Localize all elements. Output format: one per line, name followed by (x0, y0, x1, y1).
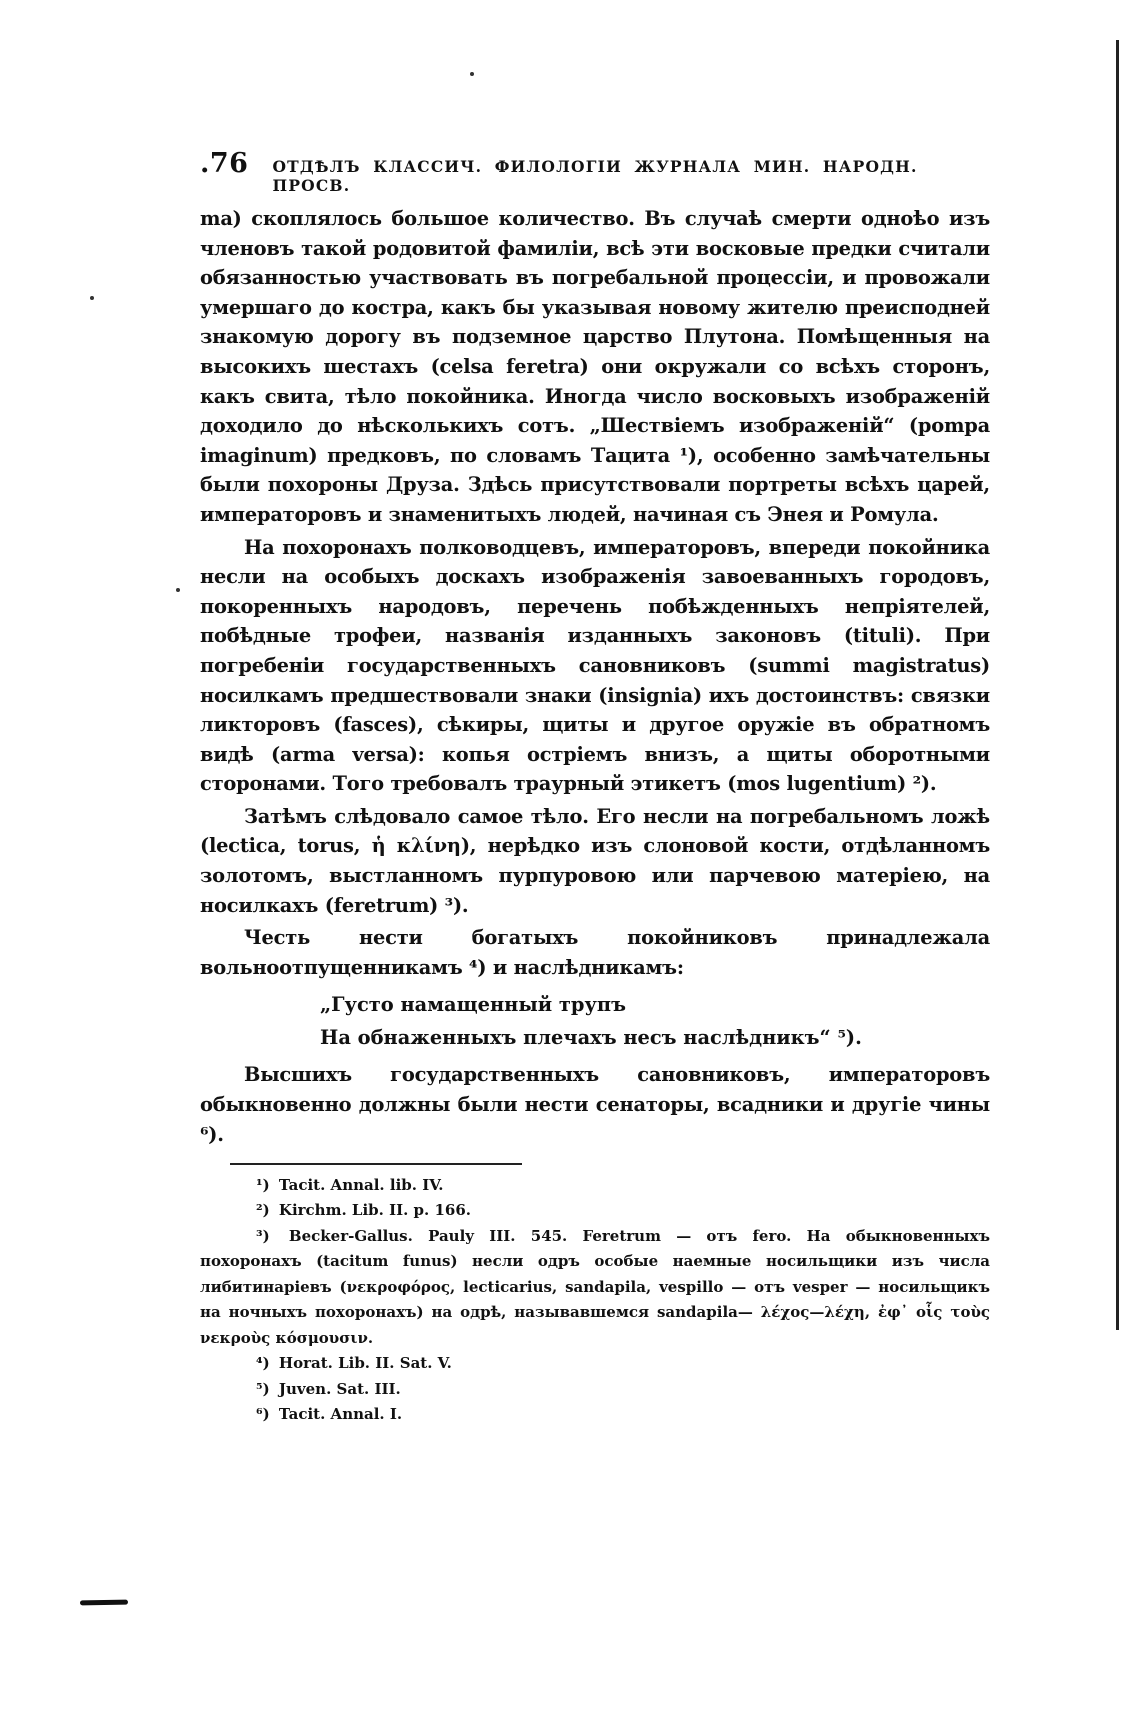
footnote (256, 1377, 990, 1403)
footnote (256, 1198, 990, 1224)
footnote (256, 1402, 990, 1428)
verse-quote (320, 988, 990, 1054)
footnote-text: Becker-Gallus. Pauly III. 545. Feretrum — отъ fero. На обыкновенныхъ похоронахъ (tacitum funus) несли одръ особые наемные носильщики изъ числа либитинаріевъ (νεκροφόρος, lecticarius, sandapila, vespillo — отъ vesper — носильщикъ на ночныхъ похоронахъ) на одрѣ, называвшемся sandapila— λέχος—λέχη, ἐφ᾽ οἷς τοὺς νεκροὺς κόσμουσιν. (200, 1226, 990, 1347)
footnote-mark: ⁵) (256, 1379, 270, 1398)
paragraph: Честь нести богатыхъ покойниковъ принадлежала вольноотпущенникамъ ⁴) и наслѣдникамъ: (200, 926, 990, 979)
verse-line: На обнаженныхъ плечахъ несъ наслѣдникъ“ ⁵). (320, 1026, 862, 1050)
running-title: ОТДѢЛЪ КЛАССИЧ. ФИЛОЛОГІИ ЖУРНАЛА МИН. НАРОДН. ПРОСВ. (272, 157, 918, 195)
speck (176, 588, 180, 592)
paragraph: ma) скоплялось большое количество. Въ случаѣ смерти одноѣо изъ членовъ такой родовитой фамиліи, всѣ эти восковые предки считали обязанностью участвовать въ погребальной процессіи, и провожали умершаго до костра, какъ бы указывая новому жителю преисподней знакомую дорогу въ подземное царство Плутона. Помѣщенныя на высокихъ шестахъ (celsa feretra) они окружали со всѣхъ сторонъ, какъ свита, тѣло покойника. Иногда число восковыхъ изображеній доходило до нѣсколькихъ сотъ. „Шествіемъ изображеній“ (pompa imaginum) предковъ, по словамъ Тацита ¹), особенно замѣчательны были похороны Друза. Здѣсь присутствовали портреты всѣхъ царей, императоровъ и знаменитыхъ людей, начиная съ Энея и Ромула. (200, 207, 990, 526)
footnote-text: Horat. Lib. II. Sat. V. (278, 1354, 452, 1373)
footnote-rule (230, 1163, 522, 1165)
footnote-text: Kirchm. Lib. II. p. 166. (278, 1201, 472, 1220)
paragraph: Затѣмъ слѣдовало самое тѣло. Его несли на погребальномъ ложѣ (lectica, torus, ἡ κλίνη), нерѣдко изъ слоновой кости, отдѣланномъ золотомъ, выстланномъ пурпуровою или парчевою матеріею, на носилкахъ (feretrum) ³). (200, 804, 990, 917)
speck (90, 296, 94, 300)
footnote (200, 1224, 990, 1352)
footnote-mark: ²) (256, 1201, 270, 1220)
paragraph: На похоронахъ полководцевъ, императоровъ, впереди покойника несли на особыхъ доскахъ изображенія завоеванныхъ городовъ, покоренныхъ народовъ, перечень побѣжденныхъ непріятелей, побѣдные трофеи, названія изданныхъ законовъ (tituli). При погребеніи государственныхъ сановниковъ (summi magistratus) носилкамъ предшествовали знаки (insignia) ихъ достоинствъ: связки ликторовъ (fasces), сѣкиры, щиты и другое оружіе въ обратномъ видѣ (arma versa): копья остріемъ внизъ, а щиты оборотными сторонами. Того требовалъ траурный этикетъ (mos lugentium) ²). (200, 535, 990, 796)
page-number: .76 (200, 148, 249, 179)
speck (470, 72, 474, 76)
footnote-mark: ³) (256, 1226, 270, 1245)
footnote-mark: ¹) (256, 1175, 270, 1194)
footnote-text: Tacit. Annal. I. (278, 1405, 403, 1424)
paragraph: Высшихъ государственныхъ сановниковъ, императоровъ обыкновенно должны были нести сенаторы, всадники и другіе чины ⁶). (200, 1063, 990, 1146)
footnote-mark: ⁴) (256, 1354, 270, 1373)
verse-line: „Густо намащенный трупъ (320, 993, 626, 1017)
footnote-text: Juven. Sat. III. (278, 1379, 401, 1398)
footnote (256, 1351, 990, 1377)
footnote-mark: ⁶) (256, 1405, 270, 1424)
footnote (256, 1173, 990, 1199)
running-header (200, 148, 980, 195)
main-text (200, 204, 990, 1428)
footnotes (200, 1173, 990, 1428)
page-edge-rule (1116, 40, 1119, 1330)
footnote-text: Tacit. Annal. lib. IV. (278, 1175, 444, 1194)
scan-artifact-mark (80, 1600, 128, 1606)
